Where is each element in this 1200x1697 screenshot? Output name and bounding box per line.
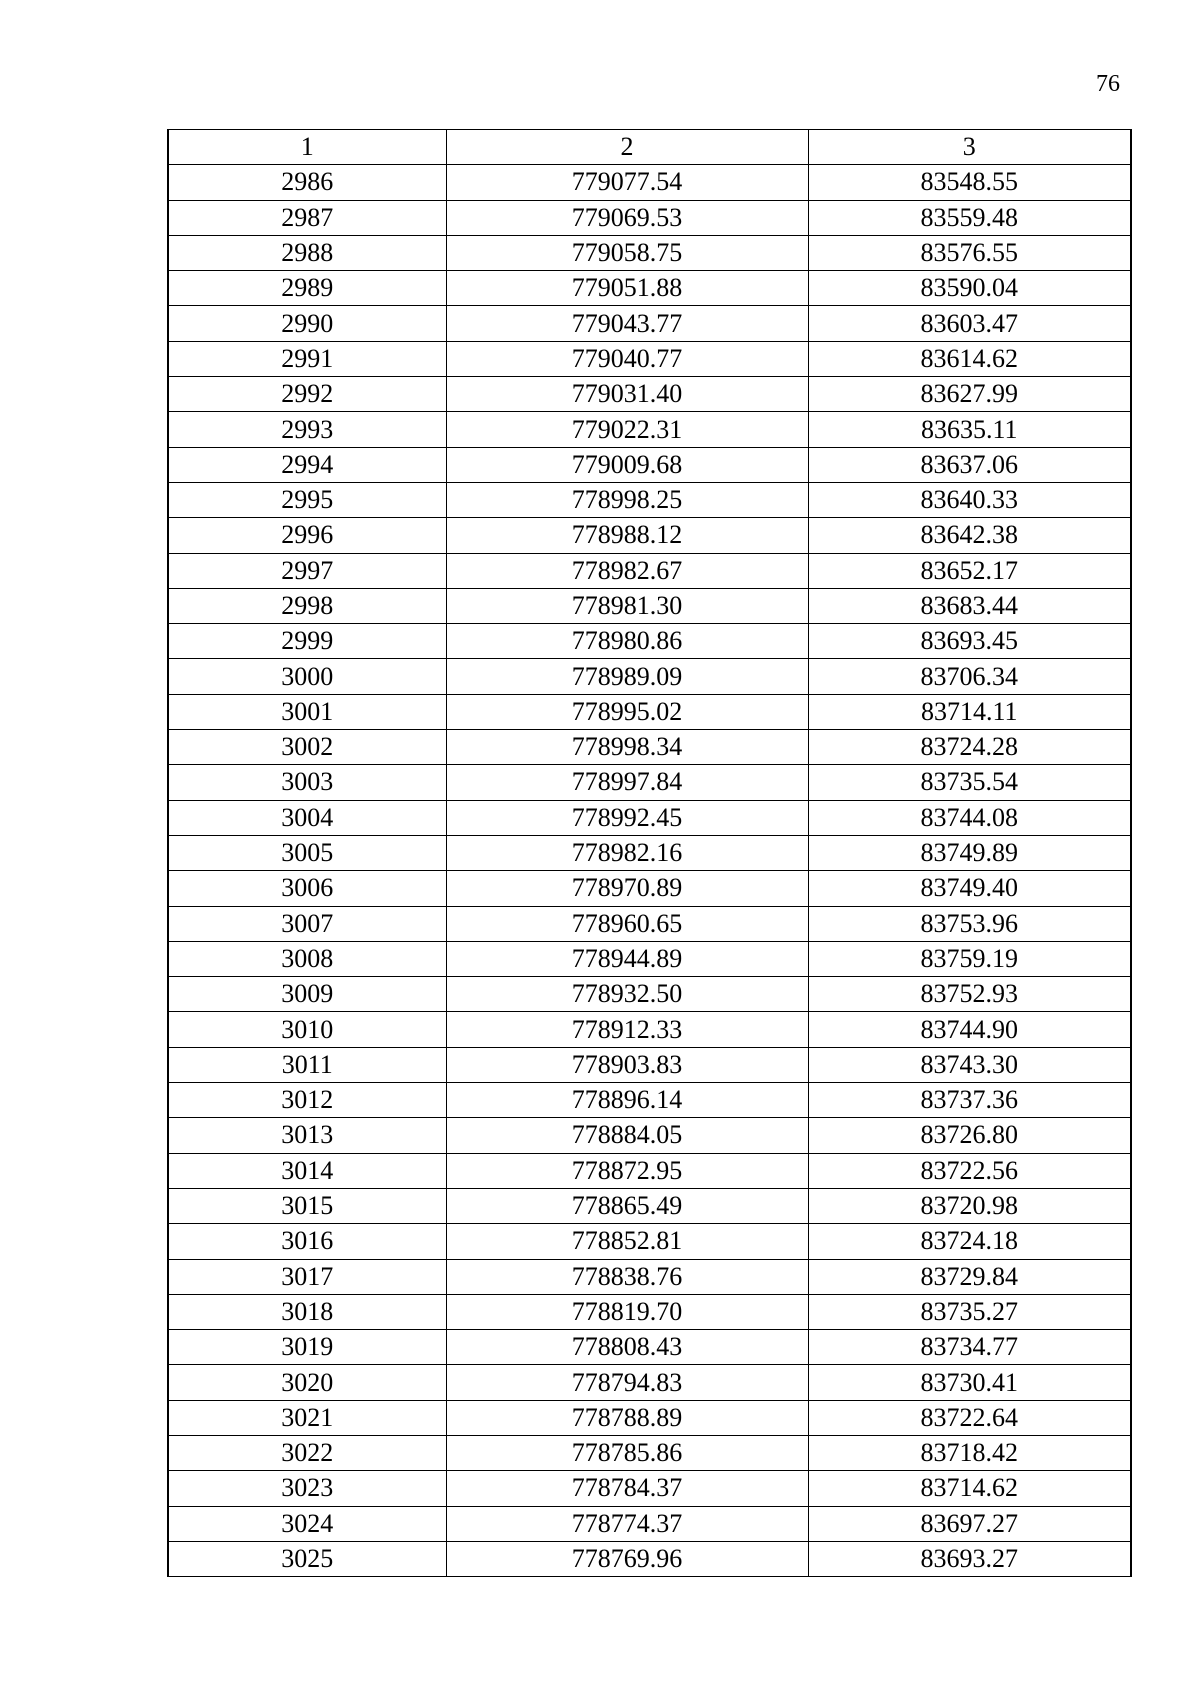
table-row [168,1259,1131,1294]
table-row [168,1330,1131,1365]
coordinate-y-cell: 83735.54 [808,765,1131,800]
point-number-cell: 2992 [168,377,446,412]
coordinate-x-cell: 778944.89 [446,941,808,976]
coordinate-x-cell: 779069.53 [446,200,808,235]
coordinate-x-cell: 778808.43 [446,1330,808,1365]
coordinate-y-cell: 83640.33 [808,482,1131,517]
table-row [168,412,1131,447]
table-row [168,1188,1131,1223]
table-row [168,482,1131,517]
coordinate-x-cell: 778884.05 [446,1118,808,1153]
coordinate-x-cell: 778980.86 [446,624,808,659]
coordinate-x-cell: 778970.89 [446,871,808,906]
point-number-cell: 3002 [168,730,446,765]
table-row [168,200,1131,235]
coordinate-x-cell: 778997.84 [446,765,808,800]
point-number-cell: 2989 [168,271,446,306]
point-number-cell: 2998 [168,588,446,623]
point-number-cell: 2988 [168,235,446,270]
coordinate-x-cell: 778998.34 [446,730,808,765]
point-number-cell: 3016 [168,1224,446,1259]
table-row [168,941,1131,976]
coordinate-x-cell: 778995.02 [446,694,808,729]
table-row [168,765,1131,800]
table-row [168,1541,1131,1576]
table-row [168,165,1131,200]
point-number-cell: 3022 [168,1435,446,1470]
coordinate-x-cell: 778852.81 [446,1224,808,1259]
coordinate-x-cell: 778769.96 [446,1541,808,1576]
coordinate-x-cell: 779077.54 [446,165,808,200]
point-number-cell: 2995 [168,482,446,517]
coordinate-y-cell: 83744.08 [808,800,1131,835]
coordinate-y-cell: 83603.47 [808,306,1131,341]
point-number-cell: 2994 [168,447,446,482]
point-number-cell: 3013 [168,1118,446,1153]
point-number-cell: 2990 [168,306,446,341]
point-number-cell: 3021 [168,1400,446,1435]
coordinate-y-cell: 83627.99 [808,377,1131,412]
coordinate-x-cell: 778785.86 [446,1435,808,1470]
coordinate-x-cell: 779022.31 [446,412,808,447]
coordinate-x-cell: 779051.88 [446,271,808,306]
point-number-cell: 3010 [168,1012,446,1047]
coordinate-y-cell: 83614.62 [808,341,1131,376]
table-row [168,553,1131,588]
point-number-cell: 3024 [168,1506,446,1541]
coordinate-x-cell: 778784.37 [446,1471,808,1506]
coordinate-x-cell: 778982.67 [446,553,808,588]
coordinate-y-cell: 83718.42 [808,1435,1131,1470]
table-row [168,977,1131,1012]
coordinate-x-cell: 778992.45 [446,800,808,835]
coordinate-y-cell: 83693.27 [808,1541,1131,1576]
coordinate-y-cell: 83752.93 [808,977,1131,1012]
table-row [168,694,1131,729]
coordinate-y-cell: 83652.17 [808,553,1131,588]
coordinate-y-cell: 83722.56 [808,1153,1131,1188]
point-number-cell: 3001 [168,694,446,729]
point-number-cell: 3004 [168,800,446,835]
point-number-cell: 2987 [168,200,446,235]
coordinate-x-cell: 779058.75 [446,235,808,270]
point-number-cell: 3014 [168,1153,446,1188]
coordinate-y-cell: 83749.89 [808,835,1131,870]
table-row [168,447,1131,482]
table-row [168,800,1131,835]
coordinate-y-cell: 83737.36 [808,1083,1131,1118]
table-row [168,1506,1131,1541]
coordinate-y-cell: 83683.44 [808,588,1131,623]
coordinate-x-cell: 778982.16 [446,835,808,870]
coordinate-x-cell: 778838.76 [446,1259,808,1294]
coordinate-y-cell: 83576.55 [808,235,1131,270]
table-row [168,1118,1131,1153]
coordinate-y-cell: 83693.45 [808,624,1131,659]
point-number-cell: 3017 [168,1259,446,1294]
point-number-cell: 3000 [168,659,446,694]
table-row [168,306,1131,341]
column-header-1: 1 [168,130,446,165]
coordinate-x-cell: 778932.50 [446,977,808,1012]
point-number-cell: 2997 [168,553,446,588]
coordinate-x-cell: 779009.68 [446,447,808,482]
coordinate-y-cell: 83735.27 [808,1294,1131,1329]
coordinate-y-cell: 83730.41 [808,1365,1131,1400]
table-row [168,1365,1131,1400]
coordinate-y-cell: 83642.38 [808,518,1131,553]
coordinate-x-cell: 778819.70 [446,1294,808,1329]
coordinate-y-cell: 83722.64 [808,1400,1131,1435]
coordinate-x-cell: 778960.65 [446,906,808,941]
coordinate-x-cell: 778865.49 [446,1188,808,1223]
coordinate-x-cell: 778912.33 [446,1012,808,1047]
coordinates-table [167,129,1132,1577]
table-row [168,624,1131,659]
table-row [168,377,1131,412]
coordinate-y-cell: 83743.30 [808,1047,1131,1082]
table-row [168,1400,1131,1435]
point-number-cell: 3009 [168,977,446,1012]
point-number-cell: 3019 [168,1330,446,1365]
coordinate-y-cell: 83559.48 [808,200,1131,235]
table-row [168,906,1131,941]
page-number: 76 [1096,71,1120,97]
coordinate-y-cell: 83724.18 [808,1224,1131,1259]
coordinate-y-cell: 83729.84 [808,1259,1131,1294]
table-row [168,1083,1131,1118]
coordinate-y-cell: 83749.40 [808,871,1131,906]
coordinate-x-cell: 778794.83 [446,1365,808,1400]
point-number-cell: 2991 [168,341,446,376]
point-number-cell: 3025 [168,1541,446,1576]
point-number-cell: 3007 [168,906,446,941]
coordinate-x-cell: 778981.30 [446,588,808,623]
point-number-cell: 3023 [168,1471,446,1506]
coordinate-y-cell: 83590.04 [808,271,1131,306]
coordinate-x-cell: 778788.89 [446,1400,808,1435]
table-row [168,659,1131,694]
point-number-cell: 3005 [168,835,446,870]
table-row [168,1047,1131,1082]
coordinate-y-cell: 83753.96 [808,906,1131,941]
table-row [168,1153,1131,1188]
table-row [168,871,1131,906]
point-number-cell: 3008 [168,941,446,976]
point-number-cell: 3006 [168,871,446,906]
point-number-cell: 2996 [168,518,446,553]
coordinate-y-cell: 83714.62 [808,1471,1131,1506]
table-header-row [168,130,1131,165]
coordinate-x-cell: 779043.77 [446,306,808,341]
table-row [168,1435,1131,1470]
coordinate-y-cell: 83637.06 [808,447,1131,482]
table-row [168,271,1131,306]
coordinate-y-cell: 83724.28 [808,730,1131,765]
column-header-3: 3 [808,130,1131,165]
table-row [168,835,1131,870]
coordinate-x-cell: 778998.25 [446,482,808,517]
point-number-cell: 3015 [168,1188,446,1223]
point-number-cell: 3018 [168,1294,446,1329]
column-header-2: 2 [446,130,808,165]
coordinate-y-cell: 83744.90 [808,1012,1131,1047]
coordinate-x-cell: 778896.14 [446,1083,808,1118]
table-row [168,1224,1131,1259]
table-row [168,588,1131,623]
point-number-cell: 2993 [168,412,446,447]
coordinate-x-cell: 778988.12 [446,518,808,553]
coordinate-x-cell: 778989.09 [446,659,808,694]
coordinate-y-cell: 83726.80 [808,1118,1131,1153]
point-number-cell: 3020 [168,1365,446,1400]
table-row [168,341,1131,376]
table-row [168,1012,1131,1047]
table-row [168,518,1131,553]
coordinate-y-cell: 83635.11 [808,412,1131,447]
coordinate-x-cell: 778774.37 [446,1506,808,1541]
coordinate-y-cell: 83697.27 [808,1506,1131,1541]
coordinate-y-cell: 83714.11 [808,694,1131,729]
coordinate-y-cell: 83734.77 [808,1330,1131,1365]
coordinate-x-cell: 779031.40 [446,377,808,412]
coordinate-y-cell: 83706.34 [808,659,1131,694]
point-number-cell: 2999 [168,624,446,659]
coordinate-x-cell: 779040.77 [446,341,808,376]
table-row [168,730,1131,765]
point-number-cell: 3011 [168,1047,446,1082]
point-number-cell: 3012 [168,1083,446,1118]
coordinate-y-cell: 83759.19 [808,941,1131,976]
coordinate-x-cell: 778903.83 [446,1047,808,1082]
table-row [168,1294,1131,1329]
table-row [168,1471,1131,1506]
table-row [168,235,1131,270]
coordinate-y-cell: 83720.98 [808,1188,1131,1223]
point-number-cell: 2986 [168,165,446,200]
coordinate-y-cell: 83548.55 [808,165,1131,200]
table-body [168,130,1131,1577]
point-number-cell: 3003 [168,765,446,800]
coordinate-x-cell: 778872.95 [446,1153,808,1188]
